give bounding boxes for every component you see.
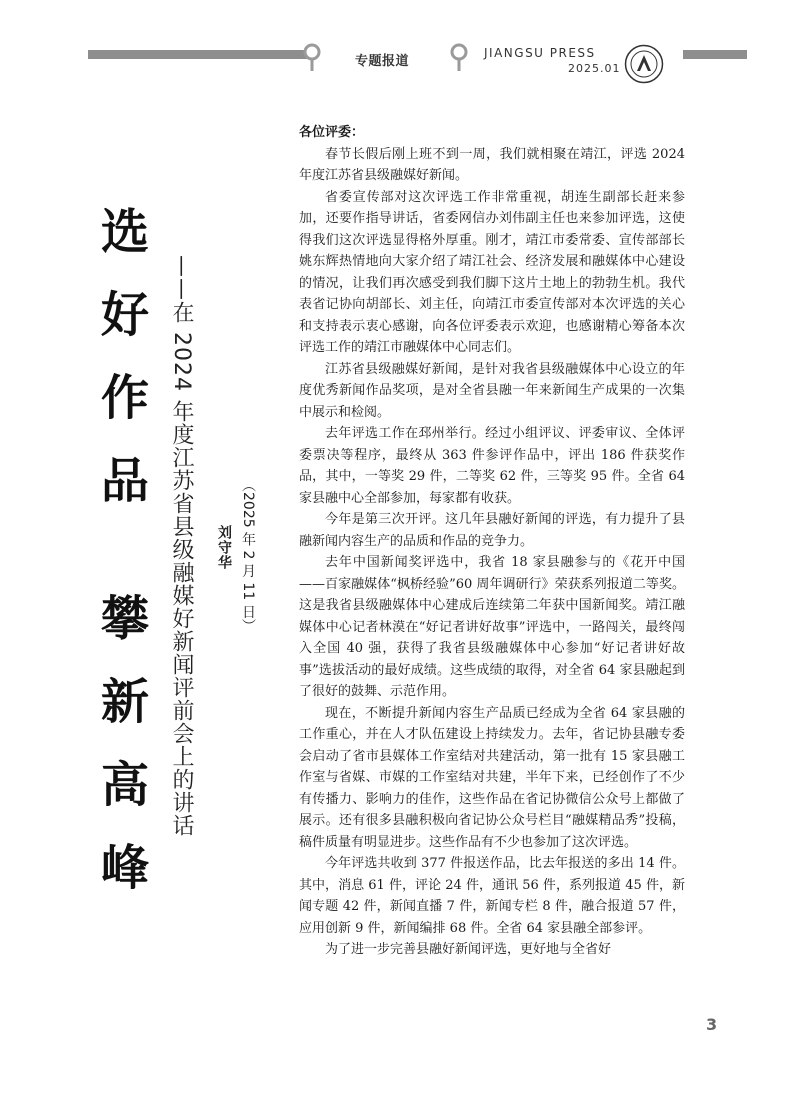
speech-date: （2025 年 2 月 11 日） [240,478,256,633]
paragraph: 去年中国新闻奖评选中，我省 18 家县融参与的《花开中国 ——百家融媒体“枫桥经验”60 周年调研行》荣获系列报道二等奖。这是我省县级融媒体中心建成后连续第二年获中国新闻奖。靖江融媒体中心记者林漠在“好记者讲好故事”评选中，一路闯关，最终闯入全国 40 强，获得了我省县级融媒体中心参加“好记者讲好故事”选拔活动的最好成绩。这些成绩的取得，对全省 64 家县融起到了很好的鼓舞、示范作用。 [299,555,685,699]
headline-char: 攀 [100,591,149,647]
paragraph: 今年评选共收到 377 件报送作品，比去年报送的多出 14 件。其中，消息 61 件，评论 24 件，通讯 56 件，系列报道 45 件，新闻专题 42 件，新闻直播 7 件，新闻专栏 8 件，融合报道 57 件，应用创新 9 件，新闻编排 68 件。全省 64 家县融全部参评。 [299,856,685,936]
paragraph: 省委宣传部对这次评选工作非常重视，胡连生副部长赶来参加，还要作指导讲话，省委网信办刘伟副主任也来参加评选，这使得我们这次评选显得格外厚重。刚才，靖江市委常委、宣传部部长姚东辉热情地向大家介绍了靖江社会、经济发展和融媒体中心建设的情况，让我们再次感受到我们脚下这片土地上的勃勃生机。我代表省记协向胡部长、刘主任，向靖江市委宣传部对本次评选的关心和支持表示衷心感谢，向各位评委表示欢迎，也感谢精心筹备本次评选工作的靖江市融媒体中心同志们。 [299,189,685,355]
journal-logo-icon [624,44,664,84]
pin-icon [302,42,322,72]
header-bar-left [88,50,312,59]
issue-number: 2025.01 [568,62,621,75]
headline-char: 新 [100,674,149,730]
headline-char: 选 [100,204,149,260]
journal-name: JIANGSU PRESS [484,46,596,60]
paragraph: 为了进一步完善县融好新闻评选，更好地与全省好 [325,942,612,957]
pin-icon [449,42,469,72]
subtitle: ——在 2024 年度江苏省县级融媒好新闻评前会上的讲话 [169,255,194,837]
headline-char: 高 [100,757,149,813]
paragraph: 去年评选工作在邳州举行。经过小组评议、评委审议、全体评委票决等程序，最终从 363 件参评作品中，评出 186 件获奖作品，其中，一等奖 29 件，二等奖 62 件，三等奖 95 件。全省 64 家县融中心全部参加，每家都有收获。 [299,426,685,506]
headline-char: 好 [100,287,149,343]
headline-char: 品 [100,453,149,509]
page-number: 3 [706,1015,718,1034]
paragraph: 江苏省县级融媒好新闻，是针对我省县级融媒体中心设立的年度优秀新闻作品奖项，是对全省县融一年来新闻生产成果的一次集中展示和检阅。 [299,361,685,420]
author-name: 刘守华 [216,525,232,570]
header-bar-right [683,50,747,59]
paragraph: 春节长假后刚上班不到一周，我们就相聚在靖江，评选 2024 年度江苏省县级融媒好新闻。 [299,146,685,183]
article-body [299,122,685,961]
headline-char: 作 [100,370,149,426]
paragraph: 现在，不断提升新闻内容生产品质已经成为全省 64 家县融的工作重心，并在人才队伍建设上持续发力。去年，省记协县融专委会启动了省市县媒体工作室结对共建活动，第一批有 15 家县融工作室与省媒、市媒的工作室结对共建，半年下来，已经创作了不少有传播力、影响力的佳作，这些作品在省记协微信公众号上都做了展示。还有很多县融积极向省记协公众号栏目“融媒精品秀”投稿，稿件质量有明显进步。这些作品有不少也参加了这次评选。 [299,705,685,850]
headline-char: 峰 [100,840,149,896]
salutation: 各位评委： [299,125,365,140]
section-label: 专题报道 [355,54,410,69]
paragraph: 今年是第三次开评。这几年县融好新闻的评选，有力提升了县融新闻内容生产的品质和作品的竞争力。 [299,512,685,549]
headline [95,204,155,927]
